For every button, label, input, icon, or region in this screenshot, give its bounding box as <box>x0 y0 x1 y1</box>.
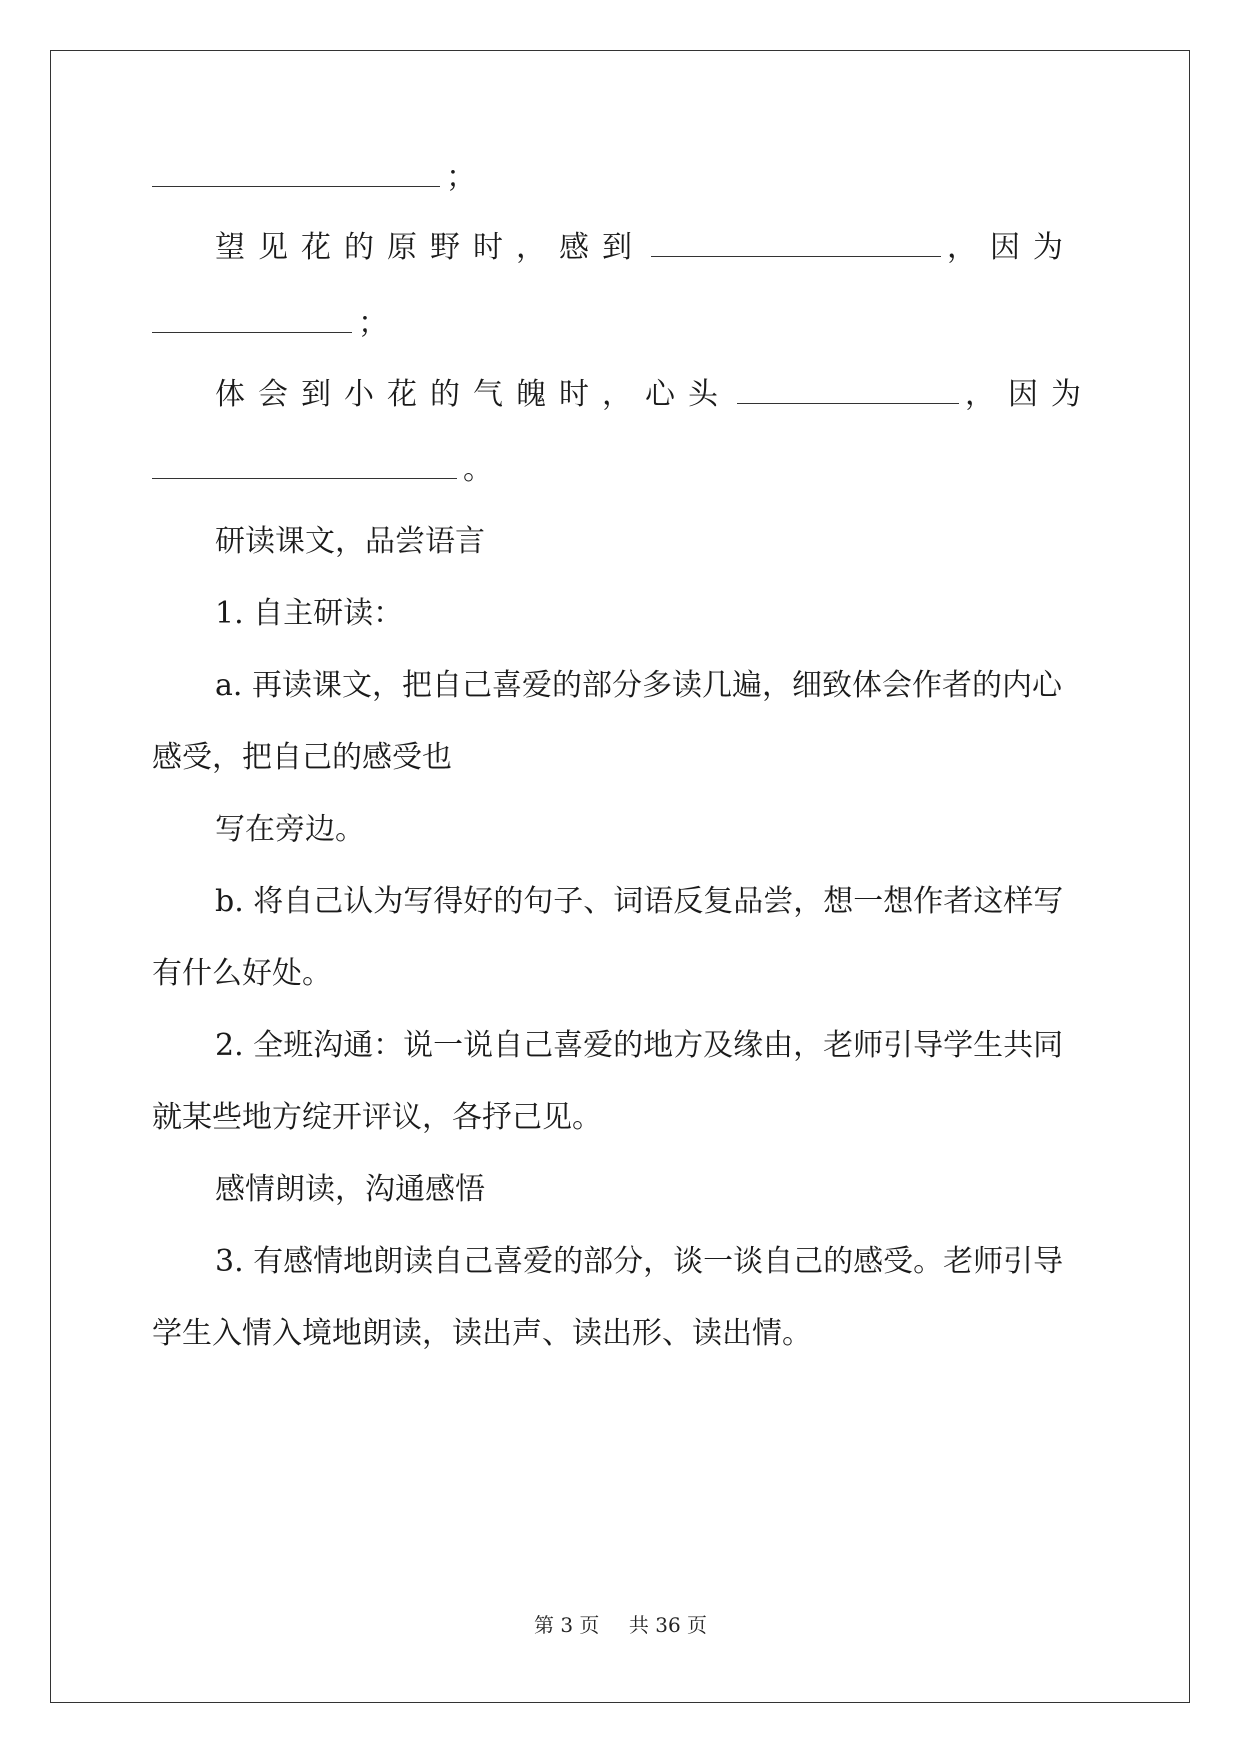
section-heading-study: 研读课文，品尝语言 <box>215 524 485 559</box>
paragraph-a-line-3: 写在旁边。 <box>215 812 365 847</box>
step-1-heading: 1. 自主研读： <box>215 596 404 631</box>
answer-blank[interactable] <box>651 228 941 257</box>
punctuation: ； <box>358 306 388 341</box>
step-3-line-1: 3. 有感情地朗读自己喜爱的部分，谈一谈自己的感受。老师引导 <box>215 1244 1064 1279</box>
blank-line-1 <box>152 158 1092 198</box>
page-footer <box>0 1612 1241 1638</box>
answer-blank[interactable] <box>152 158 440 187</box>
section-heading-reading: 感情朗读，沟通感悟 <box>215 1172 485 1207</box>
step-2-line-2: 就某些地方绽开评议，各抒己见。 <box>152 1100 602 1135</box>
answer-blank[interactable] <box>152 304 352 333</box>
paragraph-a-line-2: 感受，把自己的感受也 <box>152 740 452 775</box>
page-border <box>50 50 1190 1703</box>
answer-blank[interactable] <box>152 450 457 479</box>
prompt-text: ，因为 <box>947 230 1076 265</box>
blank-line-2 <box>215 228 1095 268</box>
blank-line-5 <box>152 450 1092 490</box>
prompt-text: ，因为 <box>965 377 1094 412</box>
paragraph-b-line-1: b. 将自己认为写得好的句子、词语反复品尝，想一想作者这样写 <box>215 884 1064 919</box>
punctuation: ； <box>446 160 476 195</box>
punctuation: 。 <box>463 452 493 487</box>
page-number: 第 3 页 <box>533 1613 600 1637</box>
blank-line-4 <box>215 375 1095 415</box>
paragraph-a-line-1: a. 再读课文，把自己喜爱的部分多读几遍，细致体会作者的内心 <box>215 668 1062 703</box>
prompt-text: 望见花的原野时，感到 <box>215 230 645 265</box>
paragraph-b-line-2: 有什么好处。 <box>152 956 332 991</box>
prompt-text: 体会到小花的气魄时，心头 <box>215 377 731 412</box>
step-3-line-2: 学生入情入境地朗读，读出声、读出形、读出情。 <box>152 1316 812 1351</box>
blank-line-3 <box>152 304 1092 344</box>
answer-blank[interactable] <box>737 375 959 404</box>
step-2-line-1: 2. 全班沟通：说一说自己喜爱的地方及缘由，老师引导学生共同 <box>215 1028 1064 1063</box>
page-total: 共 36 页 <box>628 1613 708 1637</box>
